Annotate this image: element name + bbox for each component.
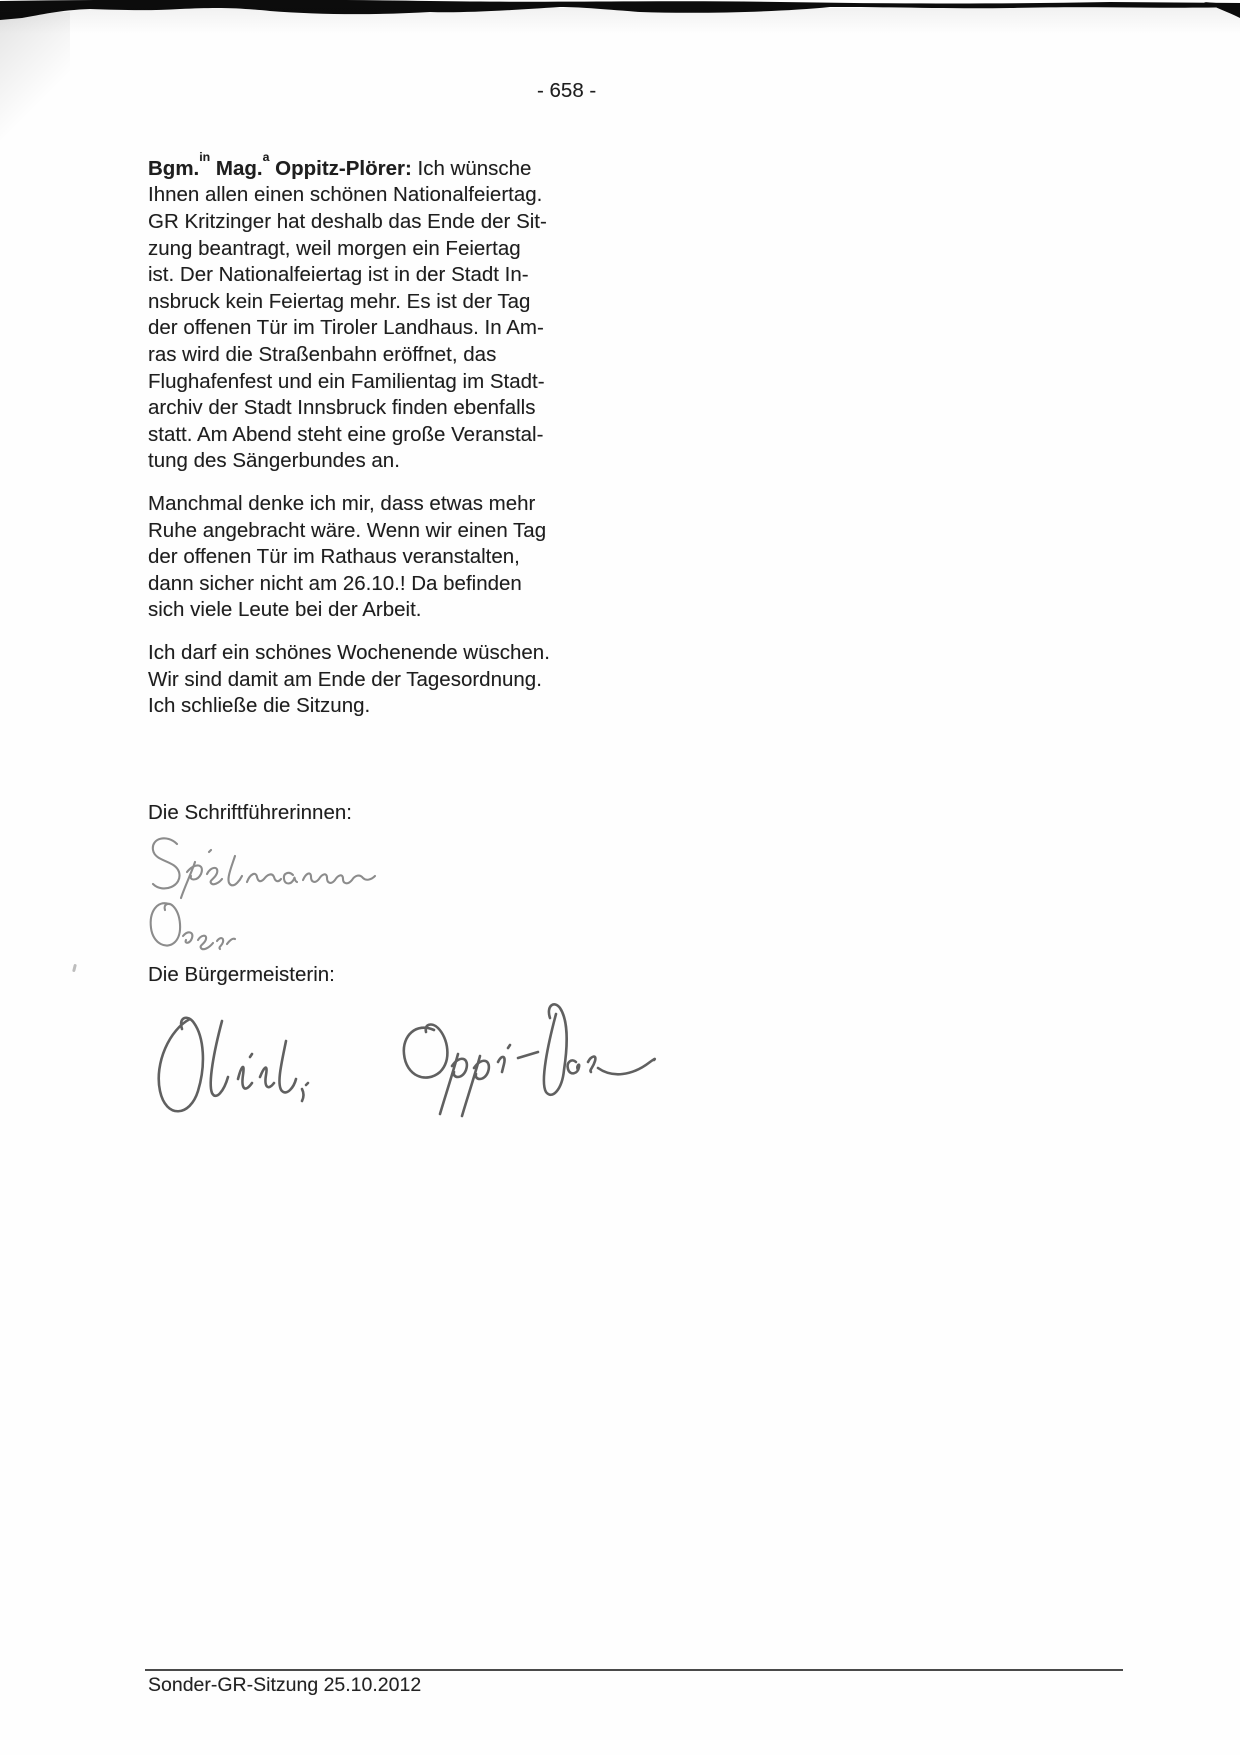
clerks-label: Die Schriftführerinnen: xyxy=(148,801,352,824)
text-line: nsbruck kein Feiertag mehr. Es ist der Tag xyxy=(148,289,531,313)
text-line: ist. Der Nationalfeiertag ist in der Stadt In- xyxy=(148,263,529,287)
text-line: Ihnen allen einen schönen Nationalfeiertag. xyxy=(148,183,543,207)
mayor-label: Die Bürgermeisterin: xyxy=(148,963,335,986)
text-line: archiv der Stadt Innsbruck finden ebenfalls xyxy=(148,396,536,420)
superscript-in: in xyxy=(199,149,211,164)
text-line: sich viele Leute bei der Arbeit. xyxy=(148,598,422,622)
text-line: zung beantragt, weil morgen ein Feiertag xyxy=(148,236,521,260)
speech-start: Ich wünsche xyxy=(411,156,532,180)
scan-shadow xyxy=(0,8,1240,34)
footer-session-label: Sonder-GR-Sitzung 25.10.2012 xyxy=(148,1674,422,1696)
text-line: GR Kritzinger hat deshalb das Ende der Sit- xyxy=(148,210,547,234)
signature-mayor-first-name xyxy=(146,993,341,1148)
paragraph-2 xyxy=(148,491,648,624)
text-line: Manchmal denke ich mir, dass etwas mehr xyxy=(148,491,536,515)
text-line: der offenen Tür im Rathaus veranstalten, xyxy=(148,545,520,569)
text-line: statt. Am Abend steht eine große Veranstal- xyxy=(148,422,544,446)
paragraph-3 xyxy=(148,640,648,720)
scan-ink-speck xyxy=(72,964,77,972)
signature-spielmann xyxy=(143,830,393,902)
text-line: ras wird die Straßenbahn eröffnet, das xyxy=(148,342,497,366)
text-line: Wir sind damit am Ende der Tagesordnung. xyxy=(148,667,542,691)
text-line: tung des Sängerbundes an. xyxy=(148,449,400,473)
superscript-a: a xyxy=(262,149,270,164)
text-line: Flughafenfest und ein Familientag im Stadt- xyxy=(148,369,545,393)
signature-oppitz-ploerer xyxy=(386,992,654,1142)
meeting-minutes-text xyxy=(148,150,648,736)
text-line: dann sicher nicht am 26.10.! Da befinden xyxy=(148,571,522,595)
text-line: Ich darf ein schönes Wochenende wüschen. xyxy=(148,640,550,664)
page-number: - 658 - xyxy=(537,79,597,102)
text-line: Ruhe angebracht wäre. Wenn wir einen Tag xyxy=(148,518,547,542)
footer-rule xyxy=(145,1669,1123,1671)
signature-obser xyxy=(143,894,238,956)
speaker-name: Bgm.$^{in}$ Mag.$^a$ Oppitz-Plörer: xyxy=(148,149,412,180)
text-line xyxy=(148,150,648,182)
paragraph-1 xyxy=(148,150,648,475)
scan-corner-shade xyxy=(0,12,70,182)
text-line: der offenen Tür im Tiroler Landhaus. In Am- xyxy=(148,316,544,340)
text-line: Ich schließe die Sitzung. xyxy=(148,694,371,718)
